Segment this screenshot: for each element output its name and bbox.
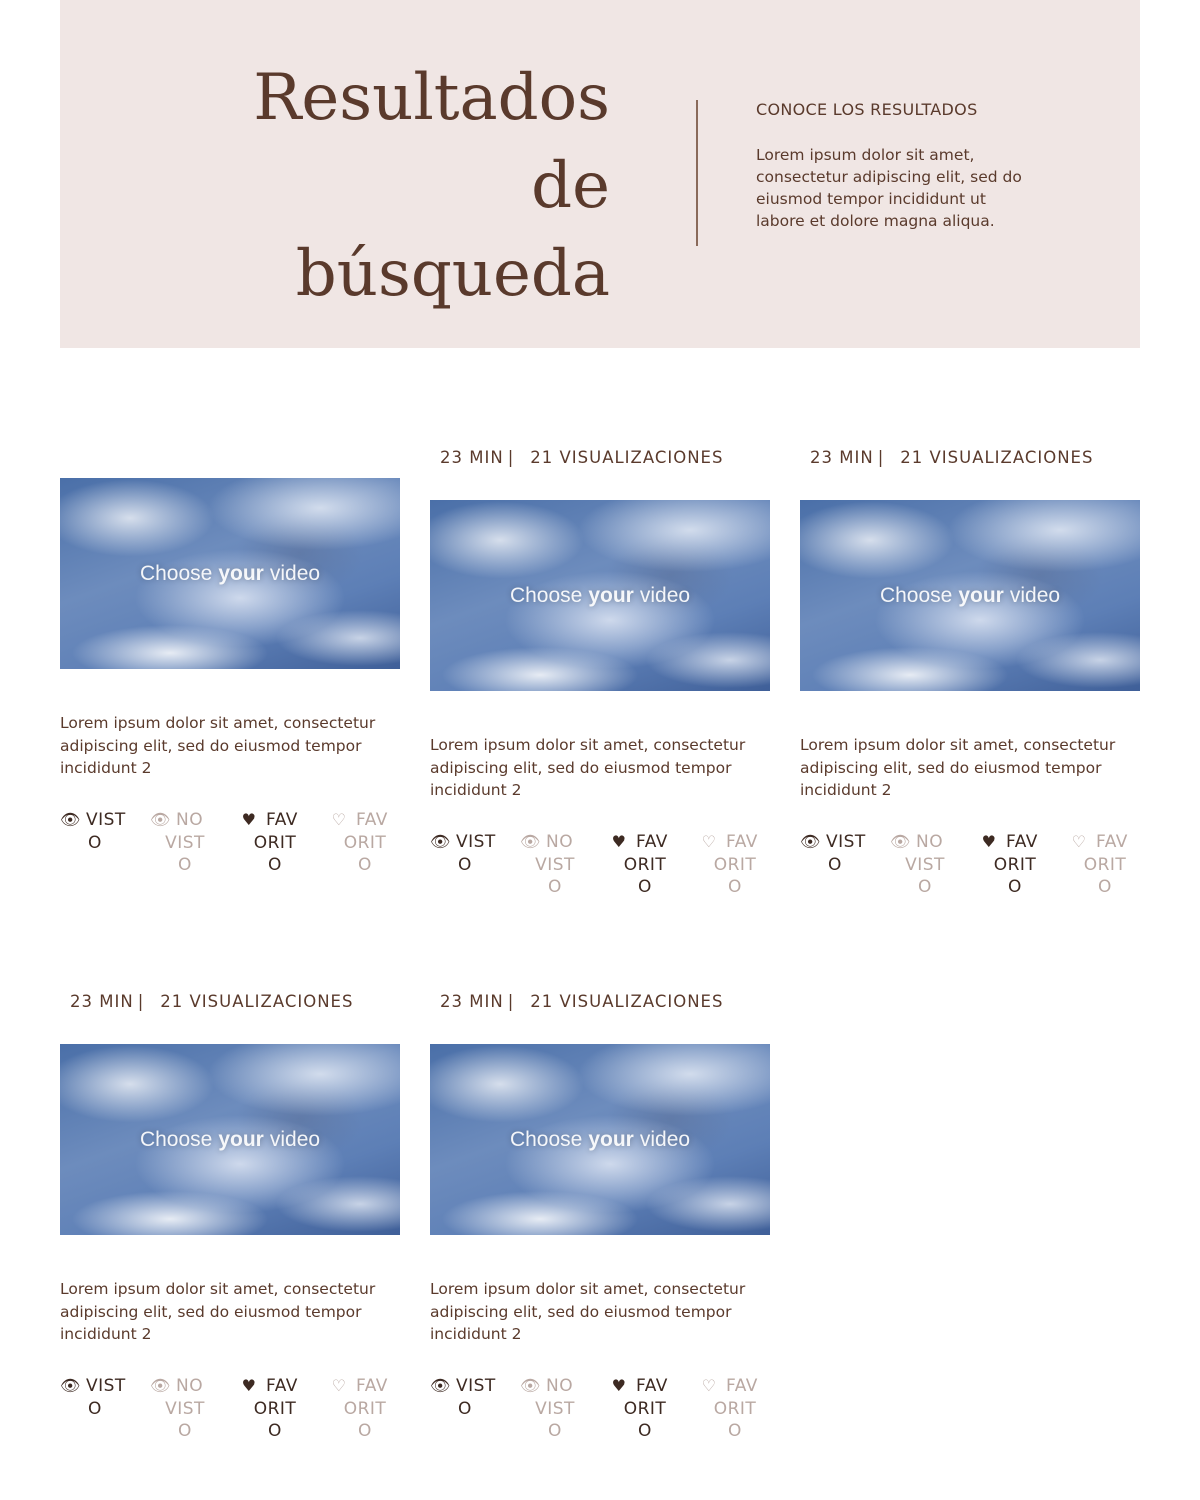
video-description: Lorem ipsum dolor sit amet, consectetur adipiscing elit, sed do eiusmod tempor incididunt 2 <box>60 1280 376 1343</box>
action-label: FAV <box>726 1376 758 1396</box>
page-title-line: búsqueda <box>295 237 610 311</box>
eye-icon: 👁 <box>520 1376 541 1395</box>
action-label: O <box>88 832 102 853</box>
action-label: VIST <box>165 832 205 853</box>
video-meta <box>70 992 353 1011</box>
action-label: O <box>268 855 282 875</box>
action-label: O <box>728 1421 742 1441</box>
action-label: ORIT <box>253 1398 297 1419</box>
meta-separator: | <box>877 448 885 467</box>
action-label: O <box>88 1398 102 1419</box>
caption-text: video <box>639 583 691 607</box>
action-label: VIST <box>86 810 126 830</box>
action-label: O <box>358 855 372 875</box>
caption-text: video <box>269 561 321 585</box>
mark-watched-button[interactable] <box>60 1375 130 1420</box>
action-label: O <box>638 1421 652 1441</box>
action-label: ORIT <box>623 1398 667 1419</box>
action-label: VIST <box>456 1376 496 1396</box>
action-label: NO <box>916 832 944 852</box>
action-label: VIST <box>905 854 945 875</box>
action-label: FAV <box>266 1376 298 1396</box>
video-thumbnail-caption <box>800 500 1140 691</box>
heart-outline-icon: ♡ <box>701 832 717 851</box>
action-label: VIST <box>535 854 575 875</box>
action-label: ORIT <box>623 854 667 875</box>
add-favorite-button[interactable] <box>610 831 680 899</box>
action-label: O <box>358 1421 372 1441</box>
caption-text: Choose <box>509 583 583 607</box>
video-views: 21 VISUALIZACIONES <box>900 448 1094 467</box>
heart-filled-icon: ♥ <box>241 810 257 829</box>
meta-separator: | <box>507 992 515 1011</box>
hero-description: Lorem ipsum dolor sit amet, consectetur adipiscing elit, sed do eiusmod tempor incididunt ut labore et dolore magna aliqua. <box>756 146 1022 230</box>
caption-text-bold: your <box>588 583 634 607</box>
action-label: O <box>1008 877 1022 897</box>
video-thumbnail-caption <box>430 500 770 691</box>
action-label: FAV <box>356 1376 388 1396</box>
caption-text-bold: your <box>588 1127 634 1151</box>
eye-icon: 👁 <box>800 832 821 851</box>
action-label: VIST <box>165 1398 205 1419</box>
video-actions <box>800 831 1140 921</box>
eye-icon: 👁 <box>150 1376 171 1395</box>
action-label: VIST <box>535 1398 575 1419</box>
action-label: ORIT <box>343 1398 387 1419</box>
eye-icon: 👁 <box>60 1376 81 1395</box>
mark-unwatched-button[interactable] <box>890 831 960 899</box>
action-label: O <box>178 1421 192 1441</box>
action-label: FAV <box>726 832 758 852</box>
video-views: 21 VISUALIZACIONES <box>530 992 724 1011</box>
action-label: O <box>548 877 562 897</box>
video-duration: 23 MIN <box>70 992 134 1011</box>
heart-outline-icon: ♡ <box>331 1376 347 1395</box>
video-description: Lorem ipsum dolor sit amet, consectetur adipiscing elit, sed do eiusmod tempor incididunt 2 <box>800 736 1116 799</box>
action-label: NO <box>176 1376 204 1396</box>
eye-icon: 👁 <box>890 832 911 851</box>
video-thumbnail-caption <box>60 478 400 669</box>
mark-unwatched-button[interactable] <box>520 1375 590 1443</box>
meta-separator: | <box>507 448 515 467</box>
video-thumbnail[interactable] <box>430 1044 770 1235</box>
caption-text: video <box>1009 583 1061 607</box>
action-label: O <box>268 1421 282 1441</box>
video-duration: 23 MIN <box>440 992 504 1011</box>
action-label: ORIT <box>253 832 297 853</box>
caption-text: video <box>269 1127 321 1151</box>
video-actions <box>60 809 400 899</box>
page-title-line: Resultados <box>253 61 610 135</box>
action-label: O <box>638 877 652 897</box>
caption-text: Choose <box>509 1127 583 1151</box>
remove-favorite-button[interactable] <box>700 831 770 899</box>
caption-text: video <box>639 1127 691 1151</box>
action-label: O <box>458 854 472 875</box>
page-title-line: de <box>531 149 610 223</box>
video-duration: 23 MIN <box>810 448 874 467</box>
caption-text: Choose <box>139 561 213 585</box>
video-thumbnail[interactable] <box>800 500 1140 691</box>
action-label: FAV <box>1096 832 1128 852</box>
meta-separator: | <box>137 992 145 1011</box>
action-label: O <box>548 1421 562 1441</box>
action-label: ORIT <box>993 854 1037 875</box>
action-label: O <box>458 1398 472 1419</box>
remove-favorite-button[interactable] <box>700 1375 770 1443</box>
action-label: O <box>1098 877 1112 897</box>
eye-icon: 👁 <box>60 810 81 829</box>
video-actions <box>430 1375 770 1465</box>
eye-icon: 👁 <box>150 810 171 829</box>
video-actions <box>60 1375 400 1465</box>
action-label: O <box>828 854 842 875</box>
remove-favorite-button[interactable] <box>330 809 400 877</box>
video-views: 21 VISUALIZACIONES <box>530 448 724 467</box>
video-meta <box>810 448 1093 467</box>
mark-unwatched-button[interactable] <box>150 809 220 877</box>
mark-watched-button[interactable] <box>430 1375 500 1420</box>
action-label: O <box>178 855 192 875</box>
action-label: FAV <box>636 1376 668 1396</box>
heart-filled-icon: ♥ <box>981 832 997 851</box>
action-label: ORIT <box>1083 854 1127 875</box>
mark-unwatched-button[interactable] <box>150 1375 220 1443</box>
action-label: VIST <box>86 1376 126 1396</box>
hero-banner <box>60 0 1140 348</box>
action-label: FAV <box>1006 832 1038 852</box>
video-thumbnail[interactable] <box>60 1044 400 1235</box>
mark-unwatched-button[interactable] <box>520 831 590 899</box>
caption-text-bold: your <box>218 1127 264 1151</box>
heart-outline-icon: ♡ <box>1071 832 1087 851</box>
video-description: Lorem ipsum dolor sit amet, consectetur adipiscing elit, sed do eiusmod tempor incididunt 2 <box>430 736 746 799</box>
action-label: O <box>918 877 932 897</box>
heart-outline-icon: ♡ <box>331 810 347 829</box>
hero-subtitle: CONOCE LOS RESULTADOS <box>756 100 978 119</box>
heart-outline-icon: ♡ <box>701 1376 717 1395</box>
mark-watched-button[interactable] <box>800 831 870 876</box>
video-thumbnail[interactable] <box>60 478 400 669</box>
hero-divider <box>696 100 698 246</box>
add-favorite-button[interactable] <box>610 1375 680 1443</box>
heart-filled-icon: ♥ <box>241 1376 257 1395</box>
action-label: O <box>728 877 742 897</box>
caption-text: Choose <box>139 1127 213 1151</box>
video-meta <box>440 992 723 1011</box>
action-label: NO <box>176 810 204 830</box>
action-label: ORIT <box>713 1398 757 1419</box>
action-label: VIST <box>456 832 496 852</box>
video-description: Lorem ipsum dolor sit amet, consectetur adipiscing elit, sed do eiusmod tempor incididunt 2 <box>60 714 376 777</box>
video-description: Lorem ipsum dolor sit amet, consectetur adipiscing elit, sed do eiusmod tempor incididunt 2 <box>430 1280 746 1343</box>
video-views: 21 VISUALIZACIONES <box>160 992 354 1011</box>
eye-icon: 👁 <box>520 832 541 851</box>
add-favorite-button[interactable] <box>980 831 1050 899</box>
remove-favorite-button[interactable] <box>330 1375 400 1443</box>
video-thumbnail-caption <box>430 1044 770 1235</box>
action-label: FAV <box>636 832 668 852</box>
mark-watched-button[interactable] <box>430 831 500 876</box>
video-duration: 23 MIN <box>440 448 504 467</box>
video-thumbnail[interactable] <box>430 500 770 691</box>
action-label: NO <box>546 1376 574 1396</box>
heart-filled-icon: ♥ <box>611 1376 627 1395</box>
video-thumbnail-caption <box>60 1044 400 1235</box>
caption-text-bold: your <box>218 561 264 585</box>
page-title <box>210 54 610 318</box>
action-label: VIST <box>826 832 866 852</box>
caption-text: Choose <box>879 583 953 607</box>
eye-icon: 👁 <box>430 832 451 851</box>
mark-watched-button[interactable] <box>60 809 130 854</box>
add-favorite-button[interactable] <box>240 809 310 877</box>
remove-favorite-button[interactable] <box>1070 831 1140 899</box>
heart-filled-icon: ♥ <box>611 832 627 851</box>
action-label: FAV <box>266 810 298 830</box>
action-label: FAV <box>356 810 388 830</box>
eye-icon: 👁 <box>430 1376 451 1395</box>
action-label: NO <box>546 832 574 852</box>
video-actions <box>430 831 770 921</box>
video-meta <box>440 448 723 467</box>
caption-text-bold: your <box>958 583 1004 607</box>
action-label: ORIT <box>343 832 387 853</box>
action-label: ORIT <box>713 854 757 875</box>
add-favorite-button[interactable] <box>240 1375 310 1443</box>
